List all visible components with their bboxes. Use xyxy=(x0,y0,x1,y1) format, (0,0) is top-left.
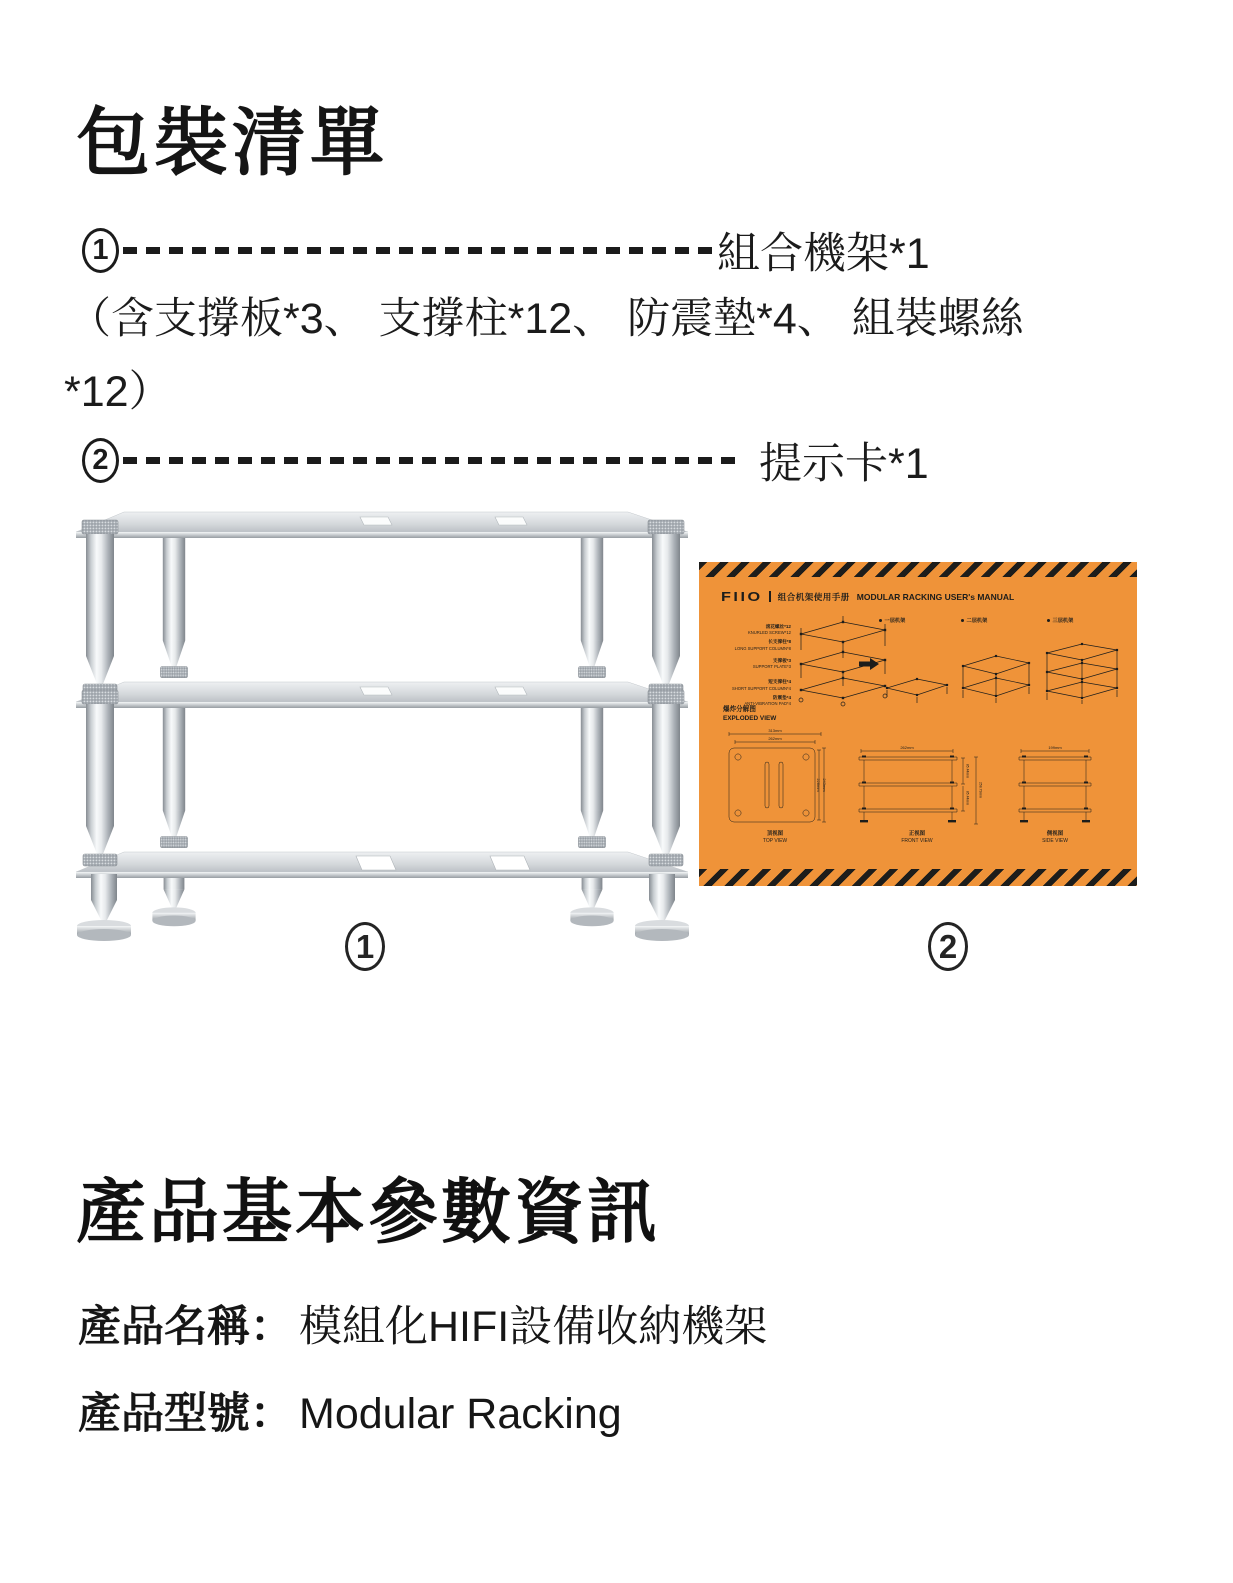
dim-label: 243mm xyxy=(822,778,827,792)
part-label xyxy=(703,639,791,650)
three-tier-diagram xyxy=(1041,640,1123,704)
part-en: LONG SUPPORT COLUMN*8 xyxy=(734,645,791,651)
exploded-view-cn: 爆炸分解图 xyxy=(723,706,756,713)
dim-label: 85.44mm xyxy=(965,763,970,779)
part-en: SUPPORT PLATE*3 xyxy=(752,664,791,670)
manual-card xyxy=(699,562,1137,886)
dim-label: 199mm xyxy=(1048,745,1062,750)
part-cn: 滚花螺丝*12 xyxy=(765,624,791,629)
dim-label: 228mm xyxy=(816,778,821,792)
part-cn: 短支撑柱*4 xyxy=(768,679,791,685)
top-view-en: TOP VIEW xyxy=(762,838,788,845)
arrow-right-icon xyxy=(859,658,879,670)
dim-label: 313mm xyxy=(768,728,782,733)
packing-list-title: 包裝清單 xyxy=(76,101,388,184)
front-view-en: FRONT VIEW xyxy=(901,838,933,845)
one-tier-diagram xyxy=(881,674,953,704)
side-view-en: SIDE VIEW xyxy=(1042,838,1068,845)
part-cn: 长支撑柱*8 xyxy=(768,639,791,645)
packing-item-1 xyxy=(82,220,930,281)
config-label-1 xyxy=(879,617,905,624)
part-en: SHORT SUPPORT COLUMN*4 xyxy=(731,685,791,691)
product-model-line xyxy=(78,1380,622,1441)
config-label-2 xyxy=(961,617,987,624)
config-2-text: 二层机架 xyxy=(966,618,988,624)
side-view-caption xyxy=(1042,830,1068,846)
side-view-cn: 侧视图 xyxy=(1046,831,1064,837)
exploded-view-heading xyxy=(723,706,776,724)
dim-label: 258.73mm xyxy=(978,781,983,799)
manual-card-header xyxy=(721,589,1014,604)
product-name-label: 產品名稱： xyxy=(78,1302,293,1352)
product-model-label: 產品型號： xyxy=(78,1389,293,1439)
packing-item-2 xyxy=(82,430,929,491)
part-label xyxy=(703,658,791,669)
front-view-cn: 正视图 xyxy=(908,831,926,837)
bullet-icon xyxy=(879,619,882,622)
rack-product-image xyxy=(70,498,696,944)
product-name-value: 模組化HIFI設備收納機架 xyxy=(299,1303,768,1351)
manual-title-cn: 组合机架使用手册 xyxy=(777,591,850,602)
exploded-view-en: EXPLODED VIEW xyxy=(723,714,777,722)
dash-leader-line xyxy=(123,247,715,254)
config-1-text: 一层机架 xyxy=(884,618,906,624)
item-1-note-line-2: *12） xyxy=(64,368,172,416)
config-3-text: 三层机架 xyxy=(1052,618,1074,624)
dim-label: 262mm xyxy=(768,736,782,741)
figure-2-circled-number: 2 xyxy=(928,922,968,971)
bullet-icon xyxy=(1047,619,1050,622)
dash-leader-line xyxy=(123,457,743,464)
part-cn: 防震垫*4 xyxy=(772,694,791,700)
product-model-value: Modular Racking xyxy=(299,1390,622,1438)
product-name-line xyxy=(78,1293,767,1354)
two-tier-diagram xyxy=(957,652,1035,704)
side-view-drawing xyxy=(1007,744,1103,828)
hazard-stripe-bottom xyxy=(699,869,1137,886)
part-label xyxy=(703,695,791,706)
item-2-label: 提示卡*1 xyxy=(759,440,929,488)
part-label xyxy=(703,679,791,690)
bullet-icon xyxy=(961,619,964,622)
hazard-stripe-top xyxy=(699,562,1137,577)
dim-label: 262mm xyxy=(900,745,914,750)
config-label-3 xyxy=(1047,617,1073,624)
dim-label: 85.44mm xyxy=(965,790,970,806)
item-2-circled-number: 2 xyxy=(82,438,119,483)
product-info-title: 產品基本參數資訊 xyxy=(76,1170,660,1253)
part-en: KNURLED SCREW*12 xyxy=(747,630,791,636)
part-label xyxy=(703,624,791,635)
item-1-note-line-1: （含支撐板*3、 支撐柱*12、 防震墊*4、 組裝螺絲 xyxy=(68,295,1024,343)
part-en: ANTI-VIBRATION PAD*4 xyxy=(744,700,791,706)
front-view-caption xyxy=(901,830,932,846)
top-view-caption xyxy=(763,830,787,846)
top-view-cn: 顶视图 xyxy=(766,831,784,837)
manual-title-en: MODULAR RACKING USER's MANUAL xyxy=(856,591,1015,602)
figure-1-circled-number: 1 xyxy=(345,922,385,971)
front-view-drawing xyxy=(849,744,985,828)
item-1-label: 組合機架*1 xyxy=(717,230,930,278)
item-1-circled-number: 1 xyxy=(82,228,119,273)
fiio-logo: FIIO xyxy=(721,589,763,604)
header-divider xyxy=(769,591,771,602)
exploded-parts-labels xyxy=(703,624,791,710)
part-cn: 支撑板*3 xyxy=(772,657,791,663)
top-view-drawing xyxy=(723,726,827,828)
